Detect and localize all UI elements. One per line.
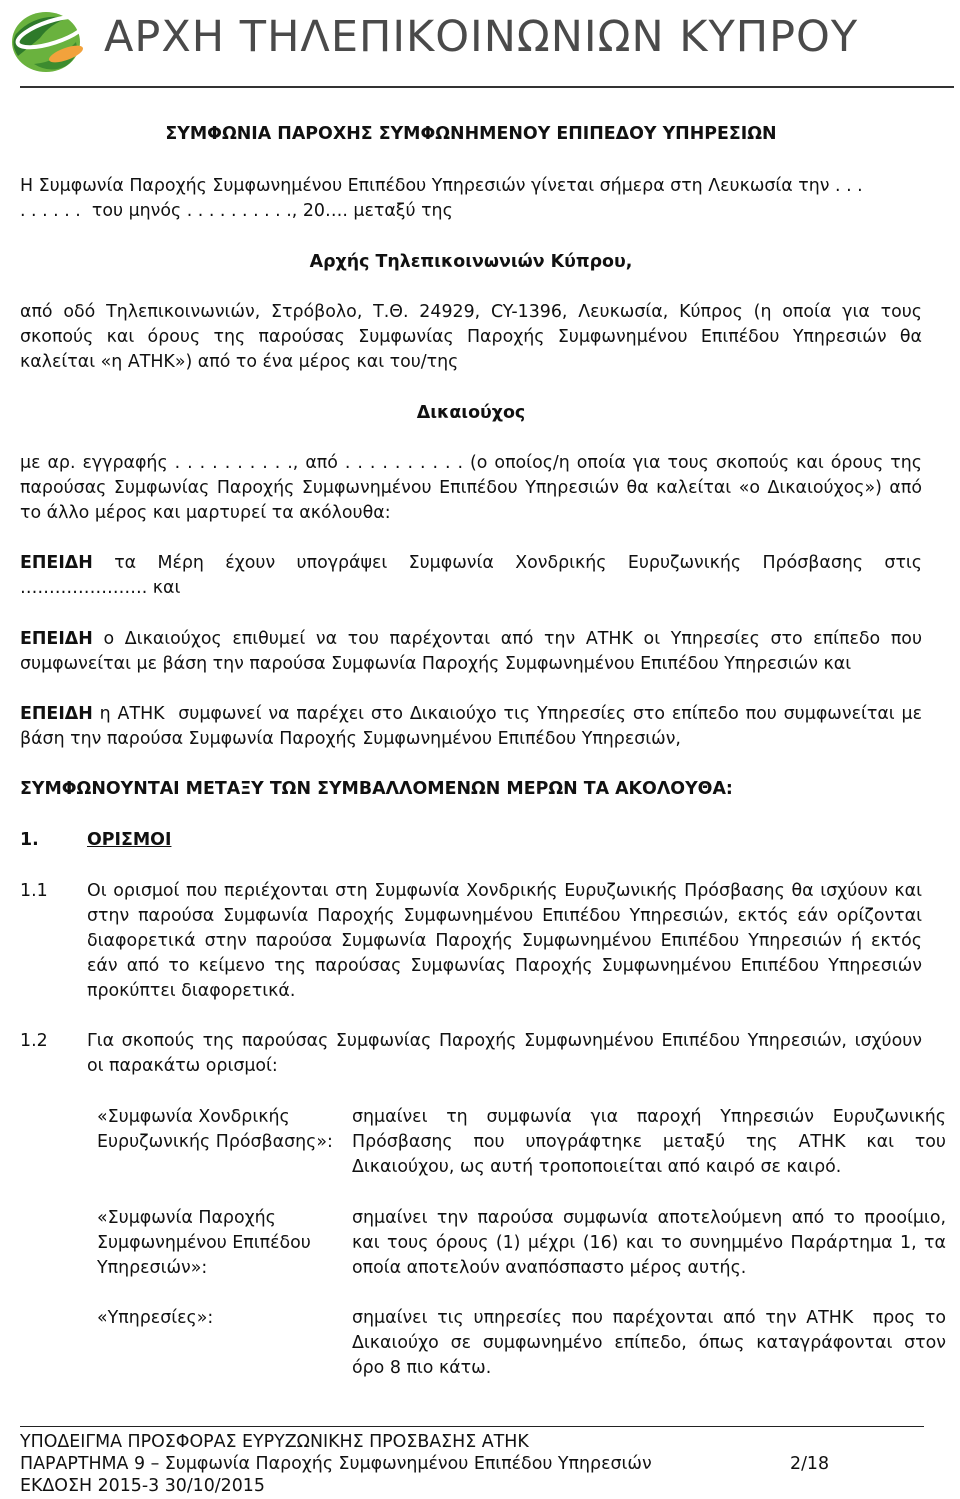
clause-1-2-number: 1.2	[20, 1031, 48, 1051]
party2-description: με αρ. εγγραφής . . . . . . . . . ., από . . . . . . . . . . (ο οποίος/η οποία για τους σκοπούς και όρους της παρούσας Συμφωνίας Παροχής Συμφωνημένου Επιπέδου Υπηρεσιών θα καλείται «ο Δικαιούχος») από το άλλο μέρος και μαρτυρεί τα ακόλουθα:	[20, 453, 922, 523]
footer-divider	[20, 1426, 924, 1427]
page-number: 2/18	[790, 1454, 830, 1474]
intro-line-2: . . . . . . του μηνός . . . . . . . . . ., 20…. μεταξύ της	[20, 201, 453, 221]
whereas-clause-1-line-2: …………………. και	[20, 578, 181, 598]
definition-meaning: σημαίνει τις υπηρεσίες που παρέχονται από την ΑΤΗΚ προς το Δικαιούχο σε συμφωνημένο επίπεδο, όπως καταγράφονται στον όρο 8 πιο κάτω.	[352, 1308, 952, 1378]
footer-line-1: ΥΠΟΔΕΙΓΜΑ ΠΡΟΣΦΟΡΑΣ ΕΥΡΥΖΩΝΙΚΗΣ ΠΡΟΣΒΑΣΗΣ ΑΤΗΚ	[20, 1432, 529, 1452]
whereas-clause-2	[20, 627, 922, 677]
whereas-text: η ΑΤΗΚ συμφωνεί να παρέχει στο Δικαιούχο τις Υπηρεσίες στο επίπεδο που συμφωνείται με βάση την παρούσα Συμφωνία Παροχής Συμφωνημένου Επιπέδου Υπηρεσιών,	[20, 704, 928, 749]
definition-term: «Υπηρεσίες»:	[97, 1308, 214, 1328]
document-title: ΣΥΜΦΩΝΙΑ ΠΑΡΟΧΗΣ ΣΥΜΦΩΝΗΜΕΝΟΥ ΕΠΙΠΕΔΟΥ ΥΠΗΡΕΣΙΩΝ	[165, 124, 777, 144]
clause-1-1-text: Οι ορισμοί που περιέχονται στη Συμφωνία Χονδρικής Ευρυζωνικής Πρόσβασης θα ισχύουν και στην παρούσα Συμφωνία Παροχής Συμφωνημένου Επιπέδου Υπηρεσιών, εκτός εάν ορίζονται διαφορετικά στην παρούσα Συμφωνία Παροχής Συμφωνημένου Επιπέδου Υπηρεσιών ή εκτός εάν από το κείμενο της παρούσας Συμφωνίας Παροχής Συμφωνημένου Επιπέδου Υπηρεσιών προκύπτει διαφορετικά.	[87, 881, 922, 1001]
whereas-text: τα Μέρη έχουν υπογράψει Συμφωνία Χονδρικής Ευρυζωνικής Πρόσβασης στις	[114, 553, 923, 573]
whereas-keyword: ΕΠΕΙΔΗ	[20, 553, 93, 573]
organization-name: ΑΡΧΗ ΤΗΛΕΠΙΚΟΙΝΩΝΙΩΝ ΚΥΠΡΟΥ	[104, 12, 859, 62]
agreement-heading: ΣΥΜΦΩΝΟΥΝΤΑΙ ΜΕΤΑΞΥ ΤΩΝ ΣΥΜΒΑΛΛΟΜΕΝΩΝ ΜΕΡΩΝ ΤΑ ΑΚΟΛΟΥΘΑ:	[20, 779, 733, 799]
party2-name: Δικαιούχος	[416, 403, 526, 423]
whereas-clause-3	[20, 702, 928, 752]
whereas-clause-1	[20, 551, 922, 576]
whereas-keyword: ΕΠΕΙΔΗ	[20, 629, 93, 649]
party1-name: Αρχής Τηλεπικοινωνιών Κύπρου,	[309, 252, 633, 272]
definition-term: «Συμφωνία Χονδρικής Ευρυζωνικής Πρόσβασης»:	[97, 1107, 333, 1152]
definition-meaning: σημαίνει τη συμφωνία για παροχή Υπηρεσιών Ευρυζωνικής Πρόσβασης που υπογράφτηκε μεταξύ της ΑΤΗΚ και του Δικαιούχου, ως αυτή τροποποιείται από καιρό σε καιρό.	[352, 1107, 946, 1177]
header-divider	[20, 86, 954, 88]
whereas-text: ο Δικαιούχος επιθυμεί να του παρέχονται από την ΑΤΗΚ οι Υπηρεσίες στο επίπεδο που συμφωνείται με βάση την παρούσα Συμφωνία Παροχής Συμφωνημένου Επιπέδου Υπηρεσιών και	[20, 629, 923, 674]
footer-line-2: ΠΑΡΑΡΤΗΜΑ 9 – Συμφωνία Παροχής Συμφωνημένου Επιπέδου Υπηρεσιών	[20, 1454, 652, 1474]
footer-line-3: ΕΚΔΟΣΗ 2015-3 30/10/2015	[20, 1476, 265, 1496]
intro-line-1: Η Συμφωνία Παροχής Συμφωνημένου Επιπέδου Υπηρεσιών γίνεται σήμερα στη Λευκωσία την . . .	[20, 176, 863, 196]
cyta-globe-logo-icon	[6, 4, 96, 76]
section-title: ΟΡΙΣΜΟΙ	[87, 830, 172, 850]
definition-meaning: σημαίνει την παρούσα συμφωνία αποτελούμενη από το προοίμιο, και τους όρους (1) μέχρι (16) και το συνημμένο Παράρτημα 1, τα οποία αποτελούν αναπόσπαστο μέρος αυτής.	[352, 1208, 946, 1278]
clause-1-2-text: Για σκοπούς της παρούσας Συμφωνίας Παροχής Συμφωνημένου Επιπέδου Υπηρεσιών, ισχύουν οι παρακάτω ορισμοί:	[87, 1031, 922, 1076]
clause-1-1-number: 1.1	[20, 881, 48, 901]
section-number: 1.	[20, 830, 39, 850]
party1-description: από οδό Τηλεπικοινωνιών, Στρόβολο, Τ.Θ. 24929, CY-1396, Λευκωσία, Κύπρος (η οποία για τους σκοπούς και όρους της παρούσας Συμφωνίας Παροχής Συμφωνημένου Επιπέδου Υπηρεσιών θα καλείται «η ΑΤΗΚ») από το ένα μέρος και του/της	[20, 302, 922, 372]
page-header	[0, 0, 960, 90]
definition-term: «Συμφωνία Παροχής Συμφωνημένου Επιπέδου Υπηρεσιών»:	[97, 1208, 311, 1278]
whereas-keyword: ΕΠΕΙΔΗ	[20, 704, 93, 724]
